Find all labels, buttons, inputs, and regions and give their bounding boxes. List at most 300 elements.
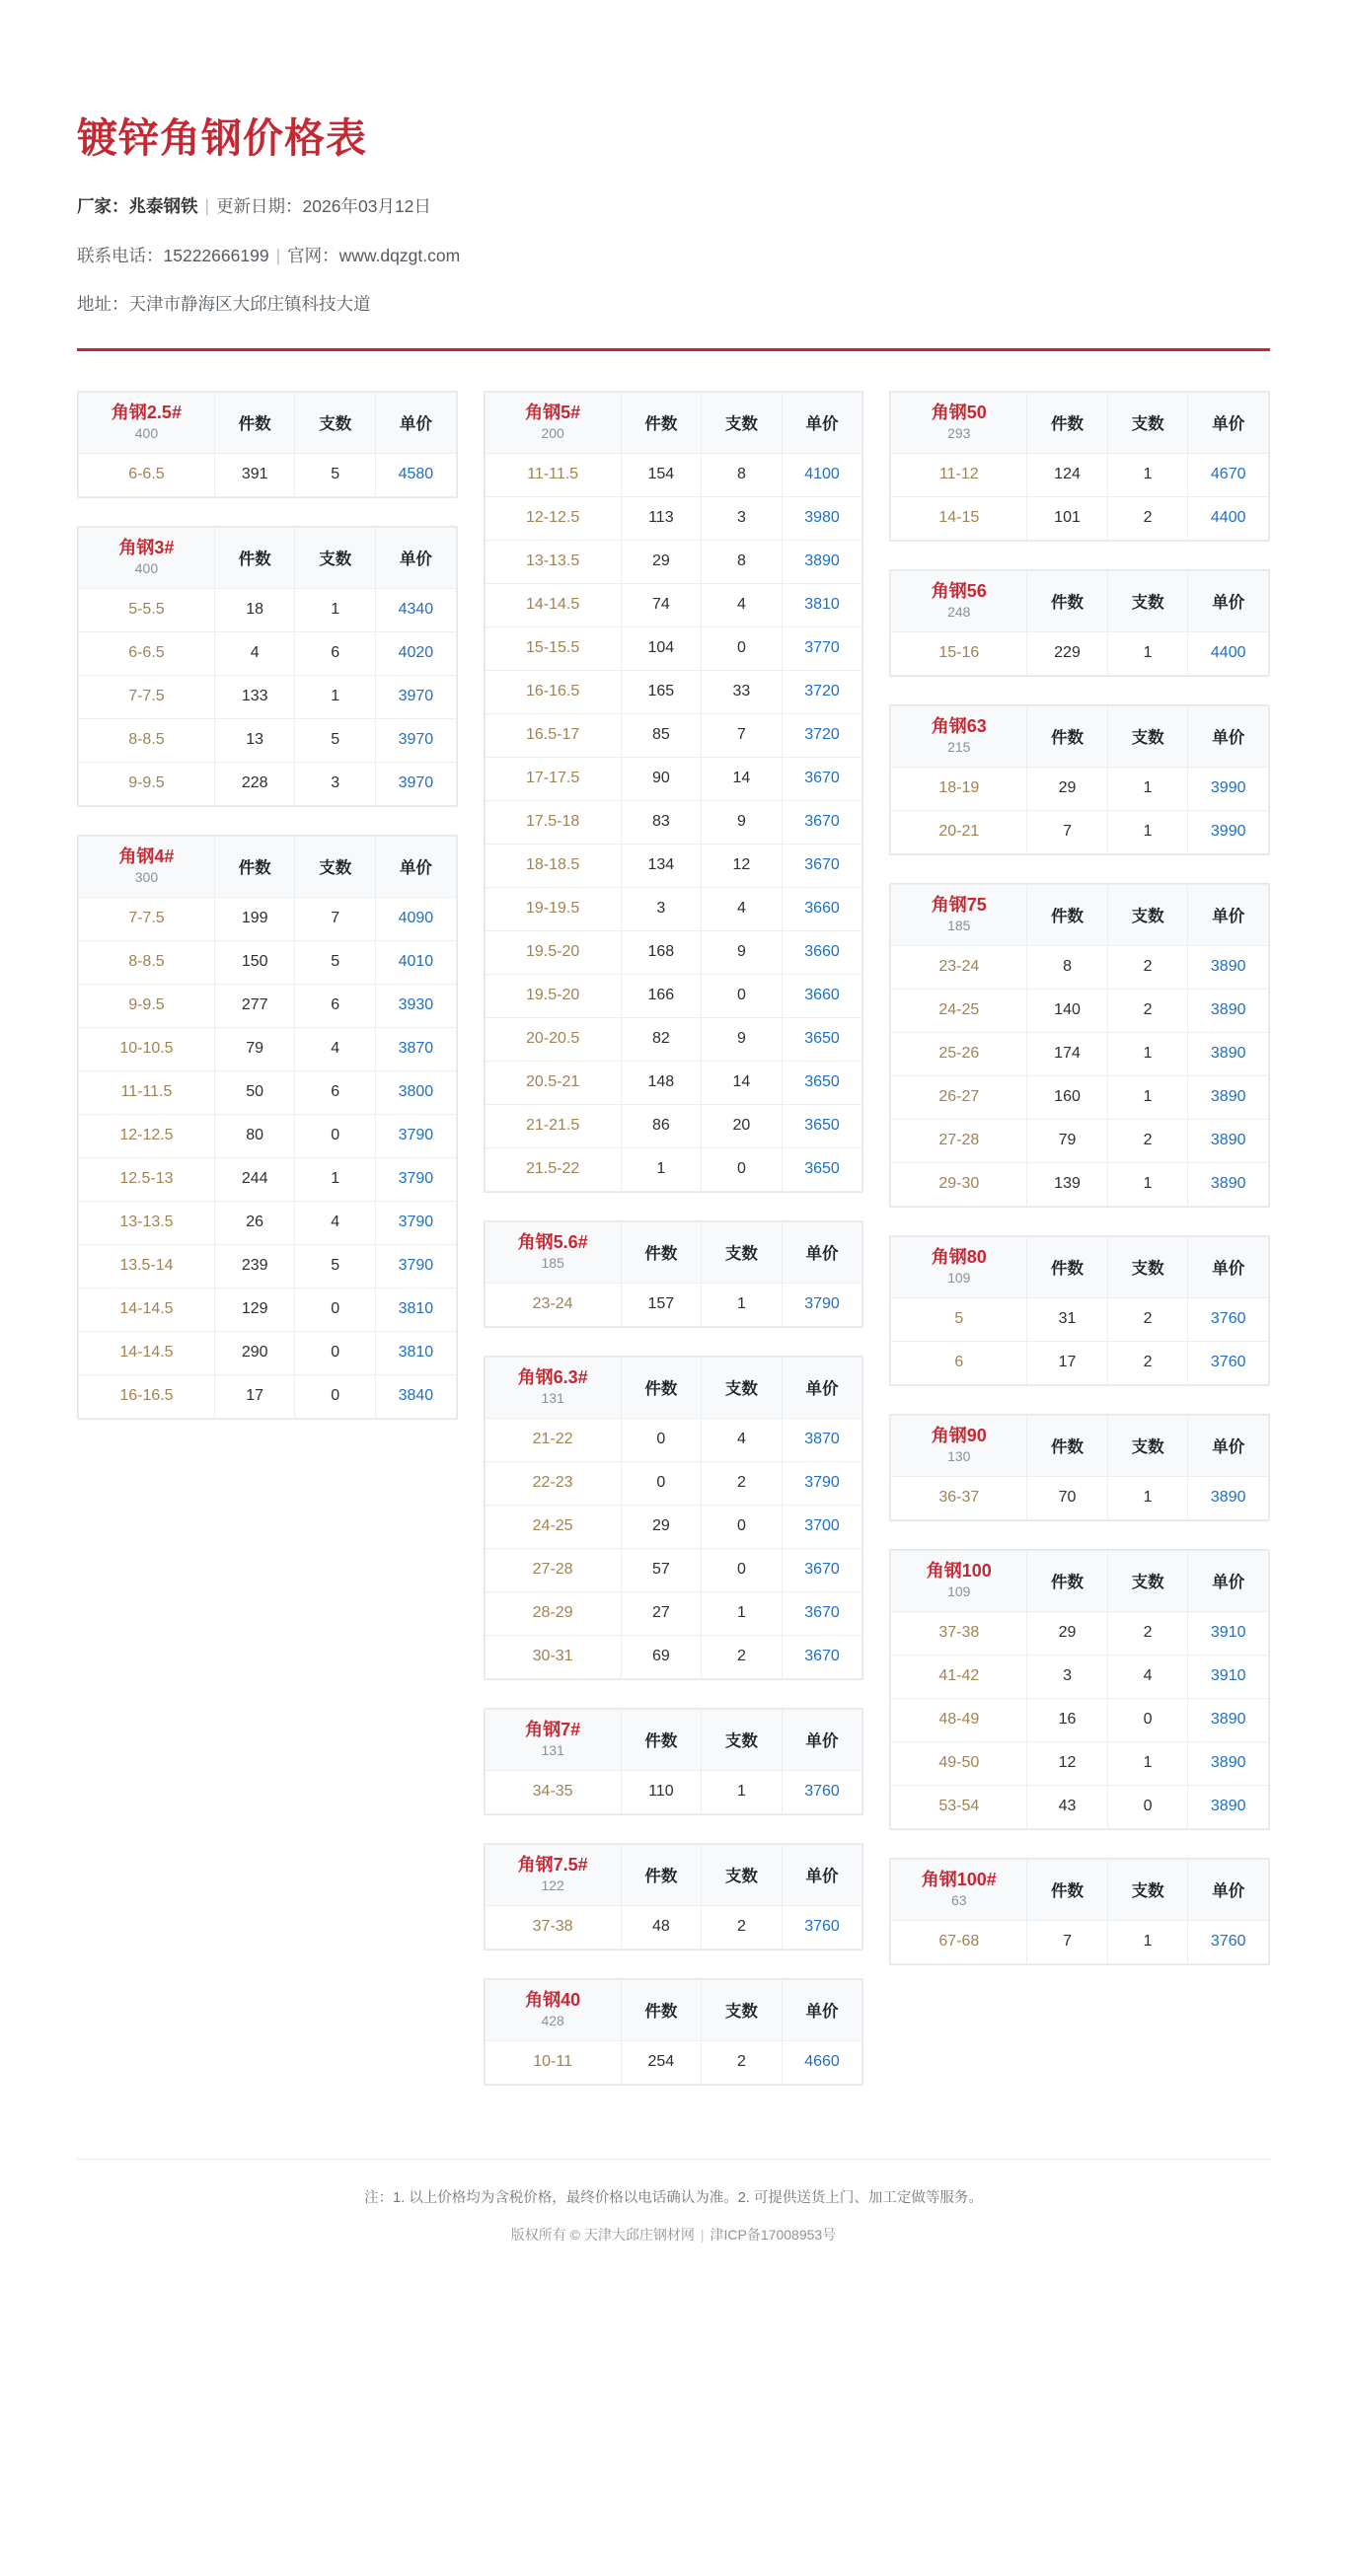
- column-header-pieces: 支数: [295, 527, 376, 588]
- table-title-cell: [891, 570, 1027, 631]
- column-header-count: 件数: [1027, 884, 1108, 945]
- cell-count: 29: [1027, 1611, 1108, 1655]
- column-header-count: 件数: [1027, 1236, 1108, 1297]
- cell-pieces: 1: [1107, 1741, 1188, 1785]
- table-row: [891, 810, 1269, 853]
- cell-pieces: 1: [1107, 1032, 1188, 1075]
- update-date: 2026年03月12日: [302, 196, 431, 217]
- cell-pieces: 0: [702, 626, 783, 670]
- table-row: [485, 713, 862, 757]
- table-row: [485, 496, 862, 540]
- cell-count: 3: [1027, 1655, 1108, 1698]
- cell-pieces: 20: [702, 1104, 783, 1147]
- cell-count: 70: [1027, 1476, 1108, 1519]
- table-row: [79, 940, 457, 984]
- cell-spec: 13-13.5: [485, 540, 621, 583]
- table-header-row: [79, 527, 457, 588]
- cell-price: 3870: [376, 1027, 457, 1070]
- cell-pieces: 1: [1107, 810, 1188, 853]
- column-header-count: 件数: [621, 392, 702, 453]
- price-table: [485, 1979, 863, 2085]
- table-title: 角钢40: [525, 1990, 581, 2011]
- column-header-pieces: 支数: [1107, 1859, 1188, 1920]
- cell-spec: 14-14.5: [79, 1288, 215, 1331]
- cell-spec: 11-12: [891, 453, 1027, 496]
- table-title: 角钢3#: [118, 538, 175, 558]
- cell-price: 3890: [1188, 1119, 1269, 1162]
- cell-spec: 5: [891, 1297, 1027, 1341]
- page-title: 镀锌角钢价格表: [77, 115, 367, 161]
- column-left: [77, 391, 458, 1447]
- column-header-pieces: 支数: [702, 1709, 783, 1770]
- cell-spec: 13-13.5: [79, 1201, 215, 1244]
- table-subtitle: 131: [541, 1742, 564, 1759]
- cell-spec: 29-30: [891, 1162, 1027, 1206]
- table-row: [891, 1698, 1269, 1741]
- cell-spec: 12-12.5: [485, 496, 621, 540]
- column-header-count: 件数: [1027, 1415, 1108, 1476]
- cell-pieces: 2: [1107, 1119, 1188, 1162]
- table-title-cell: [485, 1844, 621, 1905]
- table-row: [79, 897, 457, 940]
- price-table: [78, 836, 457, 1419]
- cell-count: 154: [621, 453, 702, 496]
- table-row: [891, 1162, 1269, 1206]
- table-row: [79, 762, 457, 805]
- cell-count: 104: [621, 626, 702, 670]
- cell-price: 3980: [782, 496, 862, 540]
- table-title-cell: [485, 1709, 621, 1770]
- column-header-count: 件数: [621, 1979, 702, 2040]
- cell-price: 3770: [782, 626, 862, 670]
- table-header-row: [485, 1844, 862, 1905]
- cell-count: 140: [1027, 989, 1108, 1032]
- table-row: [485, 1017, 862, 1061]
- cell-count: 31: [1027, 1297, 1108, 1341]
- cell-price: 3890: [1188, 989, 1269, 1032]
- website-url[interactable]: www.dqzgt.com: [338, 245, 461, 265]
- copyright-separator: |: [700, 2227, 705, 2244]
- cell-pieces: 4: [295, 1027, 376, 1070]
- column-header-pieces: 支数: [702, 1844, 783, 1905]
- cell-pieces: 4: [702, 583, 783, 626]
- column-header-price: 单价: [782, 1357, 862, 1418]
- table-subtitle: 185: [947, 918, 971, 934]
- cell-pieces: 0: [1107, 1698, 1188, 1741]
- table-header-row: [891, 884, 1269, 945]
- column-header-count: 件数: [1027, 1859, 1108, 1920]
- cell-count: 17: [1027, 1341, 1108, 1384]
- cell-price: 3810: [376, 1331, 457, 1374]
- cell-spec: 7-7.5: [79, 897, 215, 940]
- cell-spec: 20-21: [891, 810, 1027, 853]
- table-header-row: [485, 1709, 862, 1770]
- cell-count: 113: [621, 496, 702, 540]
- cell-pieces: 4: [295, 1201, 376, 1244]
- price-table: [890, 705, 1269, 854]
- table-row: [485, 1635, 862, 1678]
- spec-table: [484, 391, 864, 1193]
- cell-spec: 16-16.5: [79, 1374, 215, 1418]
- table-subtitle: 130: [947, 1448, 971, 1465]
- table-row: [485, 1147, 862, 1191]
- cell-pieces: 3: [295, 762, 376, 805]
- price-table: [78, 392, 457, 497]
- cell-pieces: 2: [1107, 1297, 1188, 1341]
- cell-count: 239: [214, 1244, 295, 1288]
- cell-spec: 34-35: [485, 1770, 621, 1813]
- cell-spec: 12.5-13: [79, 1157, 215, 1201]
- phone-number: 15222666199: [163, 245, 269, 265]
- cell-price: 3890: [1188, 945, 1269, 989]
- cell-pieces: 0: [295, 1288, 376, 1331]
- icp-number[interactable]: 津ICP备17008953号: [710, 2227, 837, 2244]
- table-title-cell: [891, 884, 1027, 945]
- table-row: [79, 1374, 457, 1418]
- cell-spec: 27-28: [891, 1119, 1027, 1162]
- cell-price: 4670: [1188, 453, 1269, 496]
- cell-pieces: 2: [702, 1905, 783, 1949]
- table-title-cell: [891, 392, 1027, 453]
- table-subtitle: 300: [134, 869, 159, 886]
- cell-price: 3650: [782, 1017, 862, 1061]
- cell-pieces: 1: [702, 1770, 783, 1813]
- cell-pieces: 1: [295, 675, 376, 718]
- cell-pieces: 2: [1107, 1611, 1188, 1655]
- cell-price: 3660: [782, 930, 862, 974]
- table-row: [485, 1104, 862, 1147]
- cell-spec: 19-19.5: [485, 887, 621, 930]
- cell-price: 3720: [782, 713, 862, 757]
- table-title-cell: [891, 1415, 1027, 1476]
- factory-name: 兆泰钢铁: [128, 196, 198, 217]
- column-right: [889, 391, 1270, 1993]
- cell-count: 83: [621, 800, 702, 844]
- table-title-cell: [485, 392, 621, 453]
- cell-count: 57: [621, 1548, 702, 1591]
- column-header-price: 单价: [1188, 570, 1269, 631]
- footer-divider: [77, 2159, 1270, 2160]
- table-subtitle: 63: [951, 1892, 967, 1909]
- price-table: [485, 1709, 863, 1814]
- table-row: [485, 1505, 862, 1548]
- table-header-row: [891, 1859, 1269, 1920]
- table-header-row: [79, 836, 457, 897]
- spec-table: [889, 883, 1270, 1208]
- cell-pieces: 0: [702, 1147, 783, 1191]
- cell-pieces: 1: [1107, 1075, 1188, 1119]
- table-row: [79, 588, 457, 631]
- cell-pieces: 0: [295, 1331, 376, 1374]
- table-header-row: [79, 392, 457, 453]
- table-title: 角钢7#: [525, 1720, 581, 1740]
- cell-pieces: 1: [1107, 1162, 1188, 1206]
- cell-price: 3760: [1188, 1297, 1269, 1341]
- cell-price: 4580: [376, 453, 457, 496]
- cell-count: 48: [621, 1905, 702, 1949]
- cell-spec: 18-19: [891, 767, 1027, 810]
- cell-spec: 23-24: [485, 1283, 621, 1326]
- table-row: [891, 989, 1269, 1032]
- price-table: [890, 570, 1269, 676]
- footer-copyright: [77, 2222, 1270, 2308]
- table-title-cell: [79, 392, 215, 453]
- cell-price: 3670: [782, 757, 862, 800]
- cell-spec: 24-25: [891, 989, 1027, 1032]
- table-subtitle: 428: [541, 2013, 564, 2029]
- table-title-cell: [891, 705, 1027, 767]
- cell-pieces: 1: [702, 1283, 783, 1326]
- cell-count: 29: [621, 1505, 702, 1548]
- table-title: 角钢56: [931, 581, 987, 602]
- price-table: [485, 1221, 863, 1327]
- cell-spec: 6: [891, 1341, 1027, 1384]
- cell-spec: 14-14.5: [79, 1331, 215, 1374]
- cell-count: 82: [621, 1017, 702, 1061]
- cell-price: 3790: [782, 1283, 862, 1326]
- cell-pieces: 1: [1107, 1920, 1188, 1963]
- table-title-cell: [891, 1550, 1027, 1611]
- cell-count: 134: [621, 844, 702, 887]
- cell-count: 157: [621, 1283, 702, 1326]
- cell-price: 3990: [1188, 767, 1269, 810]
- table-row: [891, 1476, 1269, 1519]
- cell-pieces: 2: [702, 2040, 783, 2084]
- price-table: [78, 527, 457, 806]
- cell-price: 3670: [782, 1548, 862, 1591]
- cell-spec: 20.5-21: [485, 1061, 621, 1104]
- cell-count: 85: [621, 713, 702, 757]
- address-label: 地址：: [77, 294, 129, 315]
- cell-spec: 21.5-22: [485, 1147, 621, 1191]
- table-subtitle: 122: [541, 1877, 564, 1894]
- table-title: 角钢100: [926, 1561, 992, 1582]
- cell-pieces: 8: [702, 453, 783, 496]
- spec-table: [77, 526, 458, 807]
- cell-price: 3840: [376, 1374, 457, 1418]
- cell-spec: 36-37: [891, 1476, 1027, 1519]
- table-row: [79, 1114, 457, 1157]
- cell-pieces: 9: [702, 930, 783, 974]
- cell-pieces: 5: [295, 1244, 376, 1288]
- cell-count: 139: [1027, 1162, 1108, 1206]
- cell-price: 3890: [1188, 1698, 1269, 1741]
- cell-pieces: 0: [295, 1374, 376, 1418]
- cell-pieces: 5: [295, 718, 376, 762]
- cell-pieces: 9: [702, 800, 783, 844]
- cell-price: 3760: [1188, 1920, 1269, 1963]
- footer-note: 注：1. 以上价格均为含税价格，最终价格以电话确认为准。2. 可提供送货上门、加工定做等服务。: [364, 2189, 983, 2206]
- column-header-pieces: 支数: [702, 1221, 783, 1283]
- table-row: [485, 757, 862, 800]
- contact-line: [77, 244, 1270, 268]
- table-title: 角钢75: [931, 895, 987, 916]
- cell-pieces: 14: [702, 1061, 783, 1104]
- spec-table: [889, 569, 1270, 677]
- cell-price: 3790: [376, 1157, 457, 1201]
- table-header-row: [891, 1550, 1269, 1611]
- cell-price: 3890: [1188, 1162, 1269, 1206]
- cell-pieces: 2: [702, 1635, 783, 1678]
- header-divider: [77, 348, 1270, 351]
- cell-pieces: 9: [702, 1017, 783, 1061]
- cell-pieces: 0: [702, 1505, 783, 1548]
- cell-spec: 14-15: [891, 496, 1027, 540]
- cell-spec: 22-23: [485, 1461, 621, 1505]
- column-header-price: 单价: [376, 527, 457, 588]
- address-line: [77, 292, 1270, 317]
- spec-table: [889, 1414, 1270, 1521]
- cell-price: 3890: [782, 540, 862, 583]
- cell-count: 168: [621, 930, 702, 974]
- website-label: 官网：: [287, 245, 339, 265]
- table-row: [79, 1027, 457, 1070]
- cell-count: 8: [1027, 945, 1108, 989]
- cell-spec: 9-9.5: [79, 984, 215, 1027]
- cell-price: 3760: [782, 1770, 862, 1813]
- column-header-price: 单价: [1188, 705, 1269, 767]
- table-title-cell: [891, 1236, 1027, 1297]
- spec-table: [889, 1858, 1270, 1965]
- cell-price: 3790: [376, 1114, 457, 1157]
- table-row: [79, 631, 457, 675]
- cell-spec: 25-26: [891, 1032, 1027, 1075]
- table-row: [891, 1655, 1269, 1698]
- table-row: [79, 1244, 457, 1288]
- cell-price: 3720: [782, 670, 862, 713]
- cell-count: 27: [621, 1591, 702, 1635]
- cell-spec: 5-5.5: [79, 588, 215, 631]
- table-row: [891, 453, 1269, 496]
- cell-count: 129: [214, 1288, 295, 1331]
- cell-count: 148: [621, 1061, 702, 1104]
- cell-price: 3760: [782, 1905, 862, 1949]
- column-header-price: 单价: [1188, 1415, 1269, 1476]
- cell-price: 3790: [376, 1201, 457, 1244]
- cell-pieces: 8: [702, 540, 783, 583]
- price-table: [890, 1415, 1269, 1520]
- column-header-price: 单价: [376, 836, 457, 897]
- cell-price: 3970: [376, 762, 457, 805]
- table-row: [891, 631, 1269, 675]
- column-header-count: 件数: [1027, 705, 1108, 767]
- cell-spec: 53-54: [891, 1785, 1027, 1828]
- spec-table: [77, 391, 458, 498]
- table-subtitle: 131: [541, 1390, 564, 1407]
- cell-count: 0: [621, 1461, 702, 1505]
- cell-count: 133: [214, 675, 295, 718]
- cell-spec: 13.5-14: [79, 1244, 215, 1288]
- table-row: [891, 1032, 1269, 1075]
- cell-price: 4010: [376, 940, 457, 984]
- column-header-pieces: 支数: [1107, 705, 1188, 767]
- column-header-count: 件数: [621, 1844, 702, 1905]
- table-row: [485, 540, 862, 583]
- cell-count: 229: [1027, 631, 1108, 675]
- column-header-pieces: 支数: [1107, 570, 1188, 631]
- table-title-cell: [891, 1859, 1027, 1920]
- cell-spec: 16.5-17: [485, 713, 621, 757]
- cell-spec: 27-28: [485, 1548, 621, 1591]
- column-header-price: 单价: [782, 1844, 862, 1905]
- column-header-count: 件数: [1027, 570, 1108, 631]
- price-table: [890, 392, 1269, 541]
- cell-spec: 30-31: [485, 1635, 621, 1678]
- table-title-cell: [485, 1979, 621, 2040]
- table-title: 角钢2.5#: [111, 403, 182, 423]
- cell-price: 3910: [1188, 1655, 1269, 1698]
- cell-pieces: 33: [702, 670, 783, 713]
- table-subtitle: 215: [947, 739, 971, 756]
- cell-price: 4340: [376, 588, 457, 631]
- cell-spec: 11-11.5: [79, 1070, 215, 1114]
- column-header-price: 单价: [782, 1979, 862, 2040]
- cell-price: 3660: [782, 974, 862, 1017]
- cell-spec: 49-50: [891, 1741, 1027, 1785]
- price-table: [890, 1236, 1269, 1385]
- table-row: [79, 1070, 457, 1114]
- cell-count: 29: [621, 540, 702, 583]
- table-row: [485, 974, 862, 1017]
- cell-price: 3650: [782, 1147, 862, 1191]
- price-table: [485, 392, 863, 1192]
- cell-pieces: 12: [702, 844, 783, 887]
- table-title: 角钢100#: [921, 1870, 997, 1890]
- price-table: [890, 1859, 1269, 1964]
- column-header-pieces: 支数: [702, 392, 783, 453]
- table-row: [485, 453, 862, 496]
- cell-count: 254: [621, 2040, 702, 2084]
- cell-spec: 26-27: [891, 1075, 1027, 1119]
- table-row: [485, 2040, 862, 2084]
- table-title-cell: [485, 1221, 621, 1283]
- cell-spec: 11-11.5: [485, 453, 621, 496]
- cell-count: 12: [1027, 1741, 1108, 1785]
- cell-count: 174: [1027, 1032, 1108, 1075]
- cell-spec: 21-22: [485, 1418, 621, 1461]
- table-row: [485, 887, 862, 930]
- cell-pieces: 7: [295, 897, 376, 940]
- cell-pieces: 1: [295, 1157, 376, 1201]
- cell-count: 80: [214, 1114, 295, 1157]
- table-row: [485, 1905, 862, 1949]
- column-header-pieces: 支数: [295, 836, 376, 897]
- cell-pieces: 2: [1107, 1341, 1188, 1384]
- cell-price: 3790: [782, 1461, 862, 1505]
- cell-pieces: 6: [295, 1070, 376, 1114]
- cell-pieces: 5: [295, 453, 376, 496]
- cell-spec: 17-17.5: [485, 757, 621, 800]
- cell-count: 110: [621, 1770, 702, 1813]
- table-title-cell: [485, 1357, 621, 1418]
- cell-spec: 15-15.5: [485, 626, 621, 670]
- column-header-price: 单价: [782, 1221, 862, 1283]
- cell-price: 3890: [1188, 1032, 1269, 1075]
- column-header-price: 单价: [1188, 1236, 1269, 1297]
- table-row: [79, 1157, 457, 1201]
- cell-spec: 28-29: [485, 1591, 621, 1635]
- column-header-price: 单价: [1188, 392, 1269, 453]
- price-table: [485, 1357, 863, 1679]
- cell-count: 0: [621, 1418, 702, 1461]
- cell-pieces: 2: [702, 1461, 783, 1505]
- table-title-cell: [79, 836, 215, 897]
- table-subtitle: 109: [947, 1583, 971, 1600]
- table-row: [485, 844, 862, 887]
- cell-pieces: 1: [1107, 453, 1188, 496]
- cell-count: 18: [214, 588, 295, 631]
- cell-pieces: 4: [1107, 1655, 1188, 1698]
